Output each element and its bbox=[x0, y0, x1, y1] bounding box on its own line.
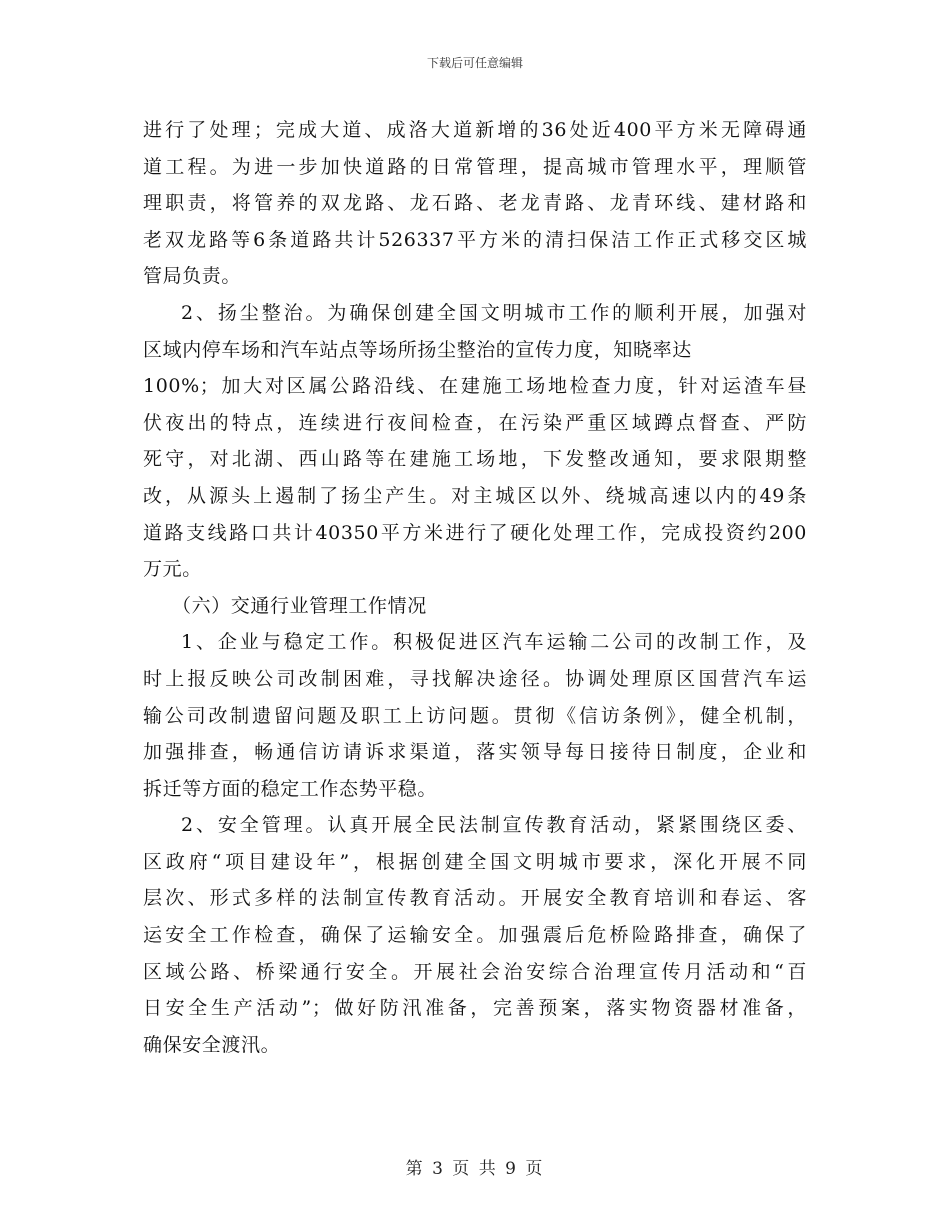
text-line: 2、安全管理。认真开展全民法制宣传教育活动，紧紧围绕区委、 bbox=[181, 814, 807, 837]
text-line: 区政府“项目建设年”，根据创建全国文明城市要求，深化开展不同 bbox=[143, 850, 807, 873]
text-line: 道工程。为进一步加快道路的日常管理，提高城市管理水平，理顺管 bbox=[143, 155, 807, 178]
text-line: 老双龙路等6条道路共计526337平方米的清扫保洁工作正式移交区城 bbox=[143, 228, 807, 251]
text-line: 管局负责。 bbox=[143, 265, 242, 288]
text-line: 伏夜出的特点，连续进行夜间检查，在污染严重区域蹲点督查、严防 bbox=[143, 411, 807, 434]
text-line: 改，从源头上遏制了扬尘产生。对主城区以外、绕城高速以内的49条 bbox=[143, 484, 807, 507]
page-header: 下载后可任意编辑 bbox=[426, 56, 523, 70]
text-line: 1、企业与稳定工作。积极促进区汽车运输二公司的改制工作，及 bbox=[181, 631, 807, 654]
text-line: 拆迁等方面的稳定工作态势平稳。 bbox=[143, 777, 438, 800]
text-line: 层次、形式多样的法制宣传教育活动。开展安全教育培训和春运、客 bbox=[143, 887, 807, 910]
text-line: 道路支线路口共计40350平方米进行了硬化处理工作，完成投资约200 bbox=[143, 521, 807, 544]
text-line: 确保安全渡汛。 bbox=[143, 1033, 281, 1056]
document-body bbox=[143, 112, 807, 1063]
text-line: 日安全生产活动”；做好防汛准备，完善预案，落实物资器材准备， bbox=[143, 997, 807, 1020]
page-footer: 第 3 页 共 9 页 bbox=[405, 1159, 545, 1179]
text-line: 时上报反映公司改制困难，寻找解决途径。协调处理原区国营汽车运 bbox=[143, 667, 807, 690]
text-line: 区域公路、桥梁通行安全。开展社会治安综合治理宣传月活动和“百 bbox=[143, 960, 807, 983]
text-line: 2、扬尘整治。为确保创建全国文明城市工作的顺利开展，加强对 bbox=[181, 301, 807, 324]
text-line: 输公司改制遗留问题及职工上访问题。贯彻《信访条例》，健全机制， bbox=[143, 704, 807, 727]
text-line: 100%；加大对区属公路沿线、在建施工场地检查力度，针对运渣车昼 bbox=[143, 375, 807, 398]
text-line: 加强排查，畅通信访请诉求渠道，落实领导每日接待日制度，企业和 bbox=[143, 741, 807, 764]
text-line: 万元。 bbox=[143, 558, 202, 581]
text-line: 理职责，将管养的双龙路、龙石路、老龙青路、龙青环线、建材路和 bbox=[143, 192, 807, 215]
text-line: 运安全工作检查，确保了运输安全。加强震后危桥险路排查，确保了 bbox=[143, 924, 807, 947]
text-line: 区域内停车场和汽车站点等场所扬尘整治的宣传力度，知晓率达 bbox=[143, 338, 692, 361]
text-line: 进行了处理；完成大道、成洛大道新增的36处近400平方米无障碍通 bbox=[143, 119, 807, 141]
text-line: （六）交通行业管理工作情况 bbox=[172, 594, 427, 617]
text-line: 死守，对北湖、西山路等在建施工场地，下发整改通知，要求限期整 bbox=[143, 448, 807, 471]
